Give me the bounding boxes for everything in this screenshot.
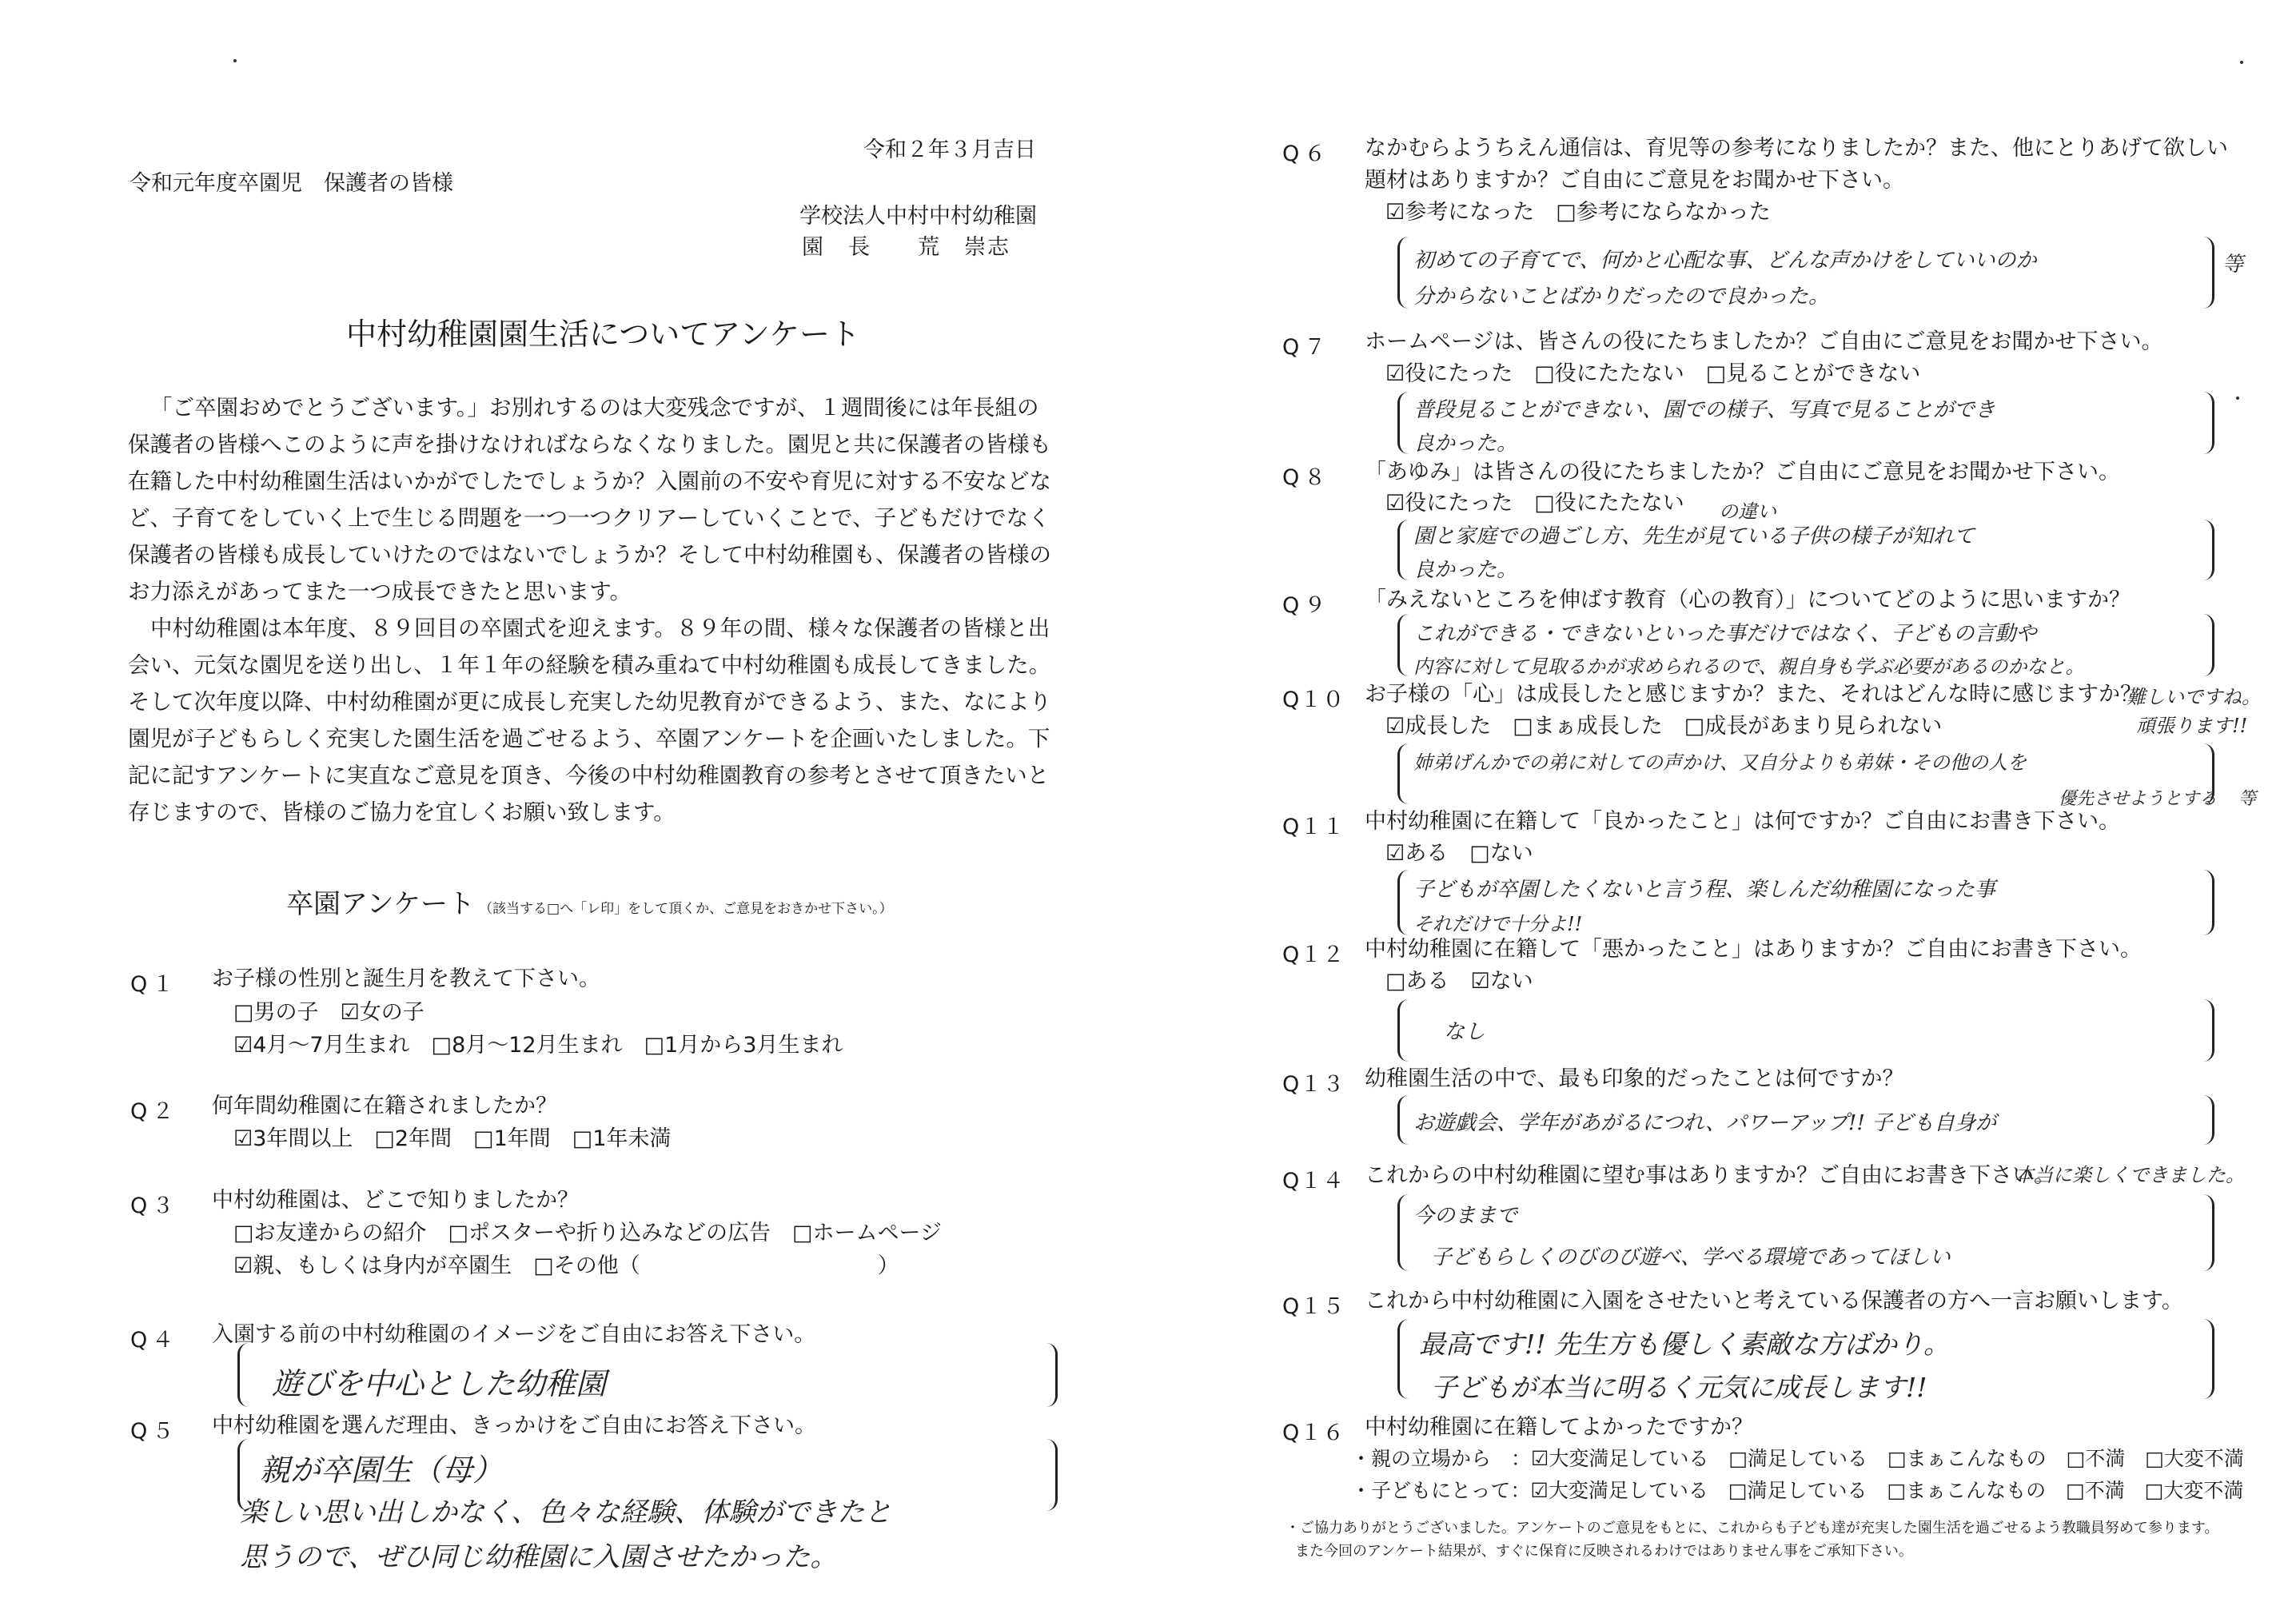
q8-options[interactable]: ☑役にたった □役にたたない — [1385, 491, 1684, 516]
scan-speck — [2236, 397, 2239, 400]
answer-q15-line-2: 子どもが本当に明るく元気に成長します!! — [1431, 1372, 1927, 1403]
scan-speck — [233, 59, 237, 62]
question-text-q6-line-1: なかむらようちえん通信は、育児等の参考になりましたか？また、他にとりあげて欲しい — [1365, 136, 2228, 161]
question-text-q10: お子様の「心」は成長したと感じますか？また、それはどんな時に感じますか？ — [1365, 682, 2142, 707]
document-date: 令和２年３月吉日 — [863, 137, 1036, 162]
q6-options[interactable]: ☑参考になった □参考にならなかった — [1385, 200, 1771, 225]
question-text-q8: 「あゆみ」は皆さんの役にたちましたか？ご自由にご意見をお聞かせ下さい。 — [1365, 460, 2120, 484]
question-number-q7: Q７ — [1282, 335, 1331, 360]
answer-q8-note: の違い — [1719, 500, 1776, 523]
answer-q10-side-note-2: 頑張ります!! — [2136, 715, 2248, 737]
question-number-q5: Q５ — [130, 1419, 179, 1444]
survey-heading — [286, 882, 893, 921]
question-text-q13: 幼稚園生活の中で、最も印象的だったことは何ですか？ — [1365, 1066, 1904, 1091]
q16-options-child[interactable]: ・子どもにとって：☑大変満足している □満足している □まぁこんなもの □不満 □大変不満 — [1351, 1479, 2244, 1502]
organization-name: 学校法人中村中村幼稚園 — [799, 204, 1037, 229]
question-number-q15: Q１５ — [1282, 1294, 1345, 1319]
question-number-q6: Q６ — [1282, 141, 1331, 166]
question-number-q3: Q３ — [130, 1194, 179, 1218]
question-text-q1: お子様の性別と誕生月を教えて下さい。 — [212, 966, 600, 991]
answer-q12: なし — [1444, 1020, 1486, 1044]
q12-options[interactable]: □ある ☑ない — [1385, 969, 1533, 994]
answer-q5-line-1: 親が卒園生（母） — [260, 1453, 504, 1488]
scan-speck — [2240, 61, 2243, 64]
answer-q11-line-1: 子どもが卒園したくないと言う程、楽しんだ幼稚園になった事 — [1413, 878, 1996, 902]
answer-q4: 遊びを中心とした幼稚園 — [272, 1366, 607, 1401]
q1-options-birth-month[interactable]: ☑4月～7月生まれ □8月～12月生まれ □1月から3月生まれ — [233, 1033, 843, 1058]
recipient-line: 令和元年度卒園児 保護者の皆様 — [130, 171, 453, 196]
q10-options[interactable]: ☑成長した □まぁ成長した □成長があまり見られない — [1385, 714, 1943, 739]
question-text-q2: 何年間幼稚園に在籍されましたか？ — [212, 1094, 557, 1118]
question-number-q11: Q１１ — [1282, 815, 1345, 839]
answer-q10-side-note-1: 難しいですね。 — [2127, 686, 2261, 708]
q3-options-2[interactable]: ☑親、もしくは身内が卒園生 □その他（ ） — [233, 1253, 899, 1278]
question-number-q16: Q１６ — [1282, 1421, 1345, 1445]
answer-q9-line-2: 内容に対して見取るかが求められるので、親自身も学ぶ必要があるのかなと。 — [1413, 656, 2085, 678]
q3-options-1[interactable]: □お友達からの紹介 □ポスターや折り込みなどの広告 □ホームページ — [233, 1221, 942, 1245]
question-number-q10: Q１０ — [1282, 687, 1345, 712]
intro-text — [128, 389, 1055, 831]
answer-q10-line-1: 姉弟げんかでの弟に対しての声かけ、又自分よりも弟妹・その他の人を — [1413, 751, 2027, 774]
answer-q10-side-note: 等 — [2238, 789, 2257, 809]
q11-options[interactable]: ☑ある □ない — [1385, 841, 1533, 866]
question-number-q1: Q１ — [130, 972, 179, 997]
question-text-q16: 中村幼稚園に在籍してよかったですか？ — [1365, 1415, 1753, 1440]
question-number-q14: Q１４ — [1282, 1169, 1345, 1194]
footer-note-1: ・ご協力ありがとうございました。アンケートのご意見をもとに、これからも子ども達が充実した園生活を過ごせるよう教職員努めて参ります。 — [1286, 1520, 2219, 1536]
answer-q14-line-2: 子どもらしくのびのび遊べ、学べる環境であってほしい — [1431, 1245, 1951, 1269]
question-text-q14: これからの中村幼稚園に望む事はありますか？ご自由にお書き下さい。 — [1365, 1163, 2055, 1188]
q2-options[interactable]: ☑3年間以上 □2年間 □1年間 □1年未満 — [233, 1126, 672, 1151]
answer-q8-line-1: 園と家庭での過ごし方、先生が見ている子供の様子が知れて — [1413, 524, 1975, 548]
footer-note-2: また今回のアンケート結果が、すぐに保育に反映されるわけではありません事をご承知下さい。 — [1295, 1543, 1913, 1560]
survey-title: 卒園アンケート — [286, 888, 475, 920]
question-text-q11: 中村幼稚園に在籍して「良かったこと」は何ですか？ご自由にお書き下さい。 — [1365, 809, 2120, 834]
answer-q7-line-2: 良かった。 — [1413, 432, 1518, 456]
document-title: 中村幼稚園園生活についてアンケート — [346, 317, 860, 352]
answer-q8-line-2: 良かった。 — [1413, 558, 1518, 582]
answer-q6-line-1: 初めての子育てで、何かと心配な事、どんな声かけをしていいのか — [1413, 249, 2037, 273]
question-number-q2: Q２ — [130, 1099, 179, 1124]
answer-q10-line-2: 優先させようとする — [2059, 789, 2218, 809]
answer-q6-side-note: 等 — [2222, 253, 2244, 277]
question-text-q5: 中村幼稚園を選んだ理由、きっかけをご自由にお答え下さい。 — [212, 1413, 816, 1438]
question-number-q4: Q４ — [130, 1328, 179, 1353]
director-name: 園 長 荒 崇志 — [802, 235, 1010, 260]
question-number-q12: Q１２ — [1282, 943, 1345, 967]
answer-q14-side-note: 本当に楽しくできました。 — [2015, 1164, 2245, 1186]
question-number-q13: Q１３ — [1282, 1072, 1345, 1097]
survey-instructions: （該当する□へ「レ印」をして頂くか、ご意見をおきかせ下さい。） — [479, 901, 893, 917]
intro-paragraph-1: 「ご卒園おめでとうございます。」お別れするのは大変残念ですが、１週間後には年長組の保護者の皆様へこのように声を掛けなければならなくなりました。園児と共に保護者の皆様も在籍した中村幼稚園生活はいかがでしたでしょうか？入園前の不安や育児に対する不安などなど、子育てをしていく上で生じる問題を一つ一つクリアーしていくことで、子どもだけでなく保護者の皆様も成長していけたのではないでしょうか？そして中村幼稚園も、保護者の皆様のお力添えがあってまた一つ成長できたと思います。 — [128, 395, 1051, 604]
answer-q5-line-2: 楽しい思い出しかなく、色々な経験、体験ができたと — [240, 1496, 892, 1528]
question-text-q7: ホームページは、皆さんの役にたちましたか？ご自由にご意見をお聞かせ下さい。 — [1365, 329, 2163, 354]
question-text-q15: これから中村幼稚園に入園をさせたいと考えている保護者の方へ一言お願いします。 — [1365, 1289, 2183, 1313]
answer-q11-line-2: それだけで十分よ!! — [1413, 913, 1583, 935]
answer-box-q12[interactable] — [1397, 999, 2214, 1062]
answer-q13: お遊戯会、学年があがるにつれ、パワーアップ!! 子ども自身が — [1413, 1111, 1997, 1135]
question-text-q4: 入園する前の中村幼稚園のイメージをご自由にお答え下さい。 — [212, 1322, 816, 1347]
q1-options-gender[interactable]: □男の子 ☑女の子 — [233, 1000, 425, 1025]
question-text-q6-line-2: 題材はありますか？ご自由にご意見をお聞かせ下さい。 — [1365, 168, 1904, 193]
question-text-q12: 中村幼稚園に在籍して「悪かったこと」はありますか？ご自由にお書き下さい。 — [1365, 937, 2142, 962]
q16-options-parent[interactable]: ・親の立場から ：☑大変満足している □満足している □まぁこんなもの □不満 □大変不満 — [1351, 1447, 2244, 1470]
answer-q14-line-1: 今のままで — [1413, 1204, 1518, 1228]
question-text-q3: 中村幼稚園は、どこで知りましたか？ — [212, 1188, 579, 1213]
q7-options[interactable]: ☑役にたった □役にたたない □見ることができない — [1385, 361, 1921, 386]
answer-q6-line-2: 分からないことばかりだったので良かった。 — [1413, 285, 1830, 309]
question-text-q9: 「みえないところを伸ばす教育（心の教育）」についてどのように思いますか？ — [1365, 588, 2131, 612]
answer-q9-line-1: これができる・できないといった事だけではなく、子どもの言動や — [1413, 622, 2037, 646]
answer-q15-line-1: 最高です!! 先生方も優しく素敵な方ばかり。 — [1419, 1329, 1951, 1360]
question-number-q8: Q８ — [1282, 465, 1331, 490]
intro-paragraph-2: 中村幼稚園は本年度、８９回目の卒園式を迎えます。８９年の間、様々な保護者の皆様と出会い、元気な園児を送り出し、１年１年の経験を積み重ねて中村幼稚園も成長してきました。そして次年度以降、中村幼稚園が更に成長し充実した幼児教育ができるよう、また、なにより園児が子どもらしく充実した園生活を過ごせるよう、卒園アンケートを企画いたしました。下記に記すアンケートに実直なご意見を頂き、今後の中村幼稚園教育の参考とさせて頂きたいと存じますので、皆様のご協力を宜しくお願い致します。 — [128, 616, 1051, 825]
answer-q7-line-1: 普段見ることができない、園での様子、写真で見ることができ — [1413, 398, 1996, 422]
question-number-q9: Q９ — [1282, 593, 1331, 618]
answer-q5-line-3: 思うので、ぜひ同じ幼稚園に入園させたかった。 — [240, 1541, 838, 1573]
